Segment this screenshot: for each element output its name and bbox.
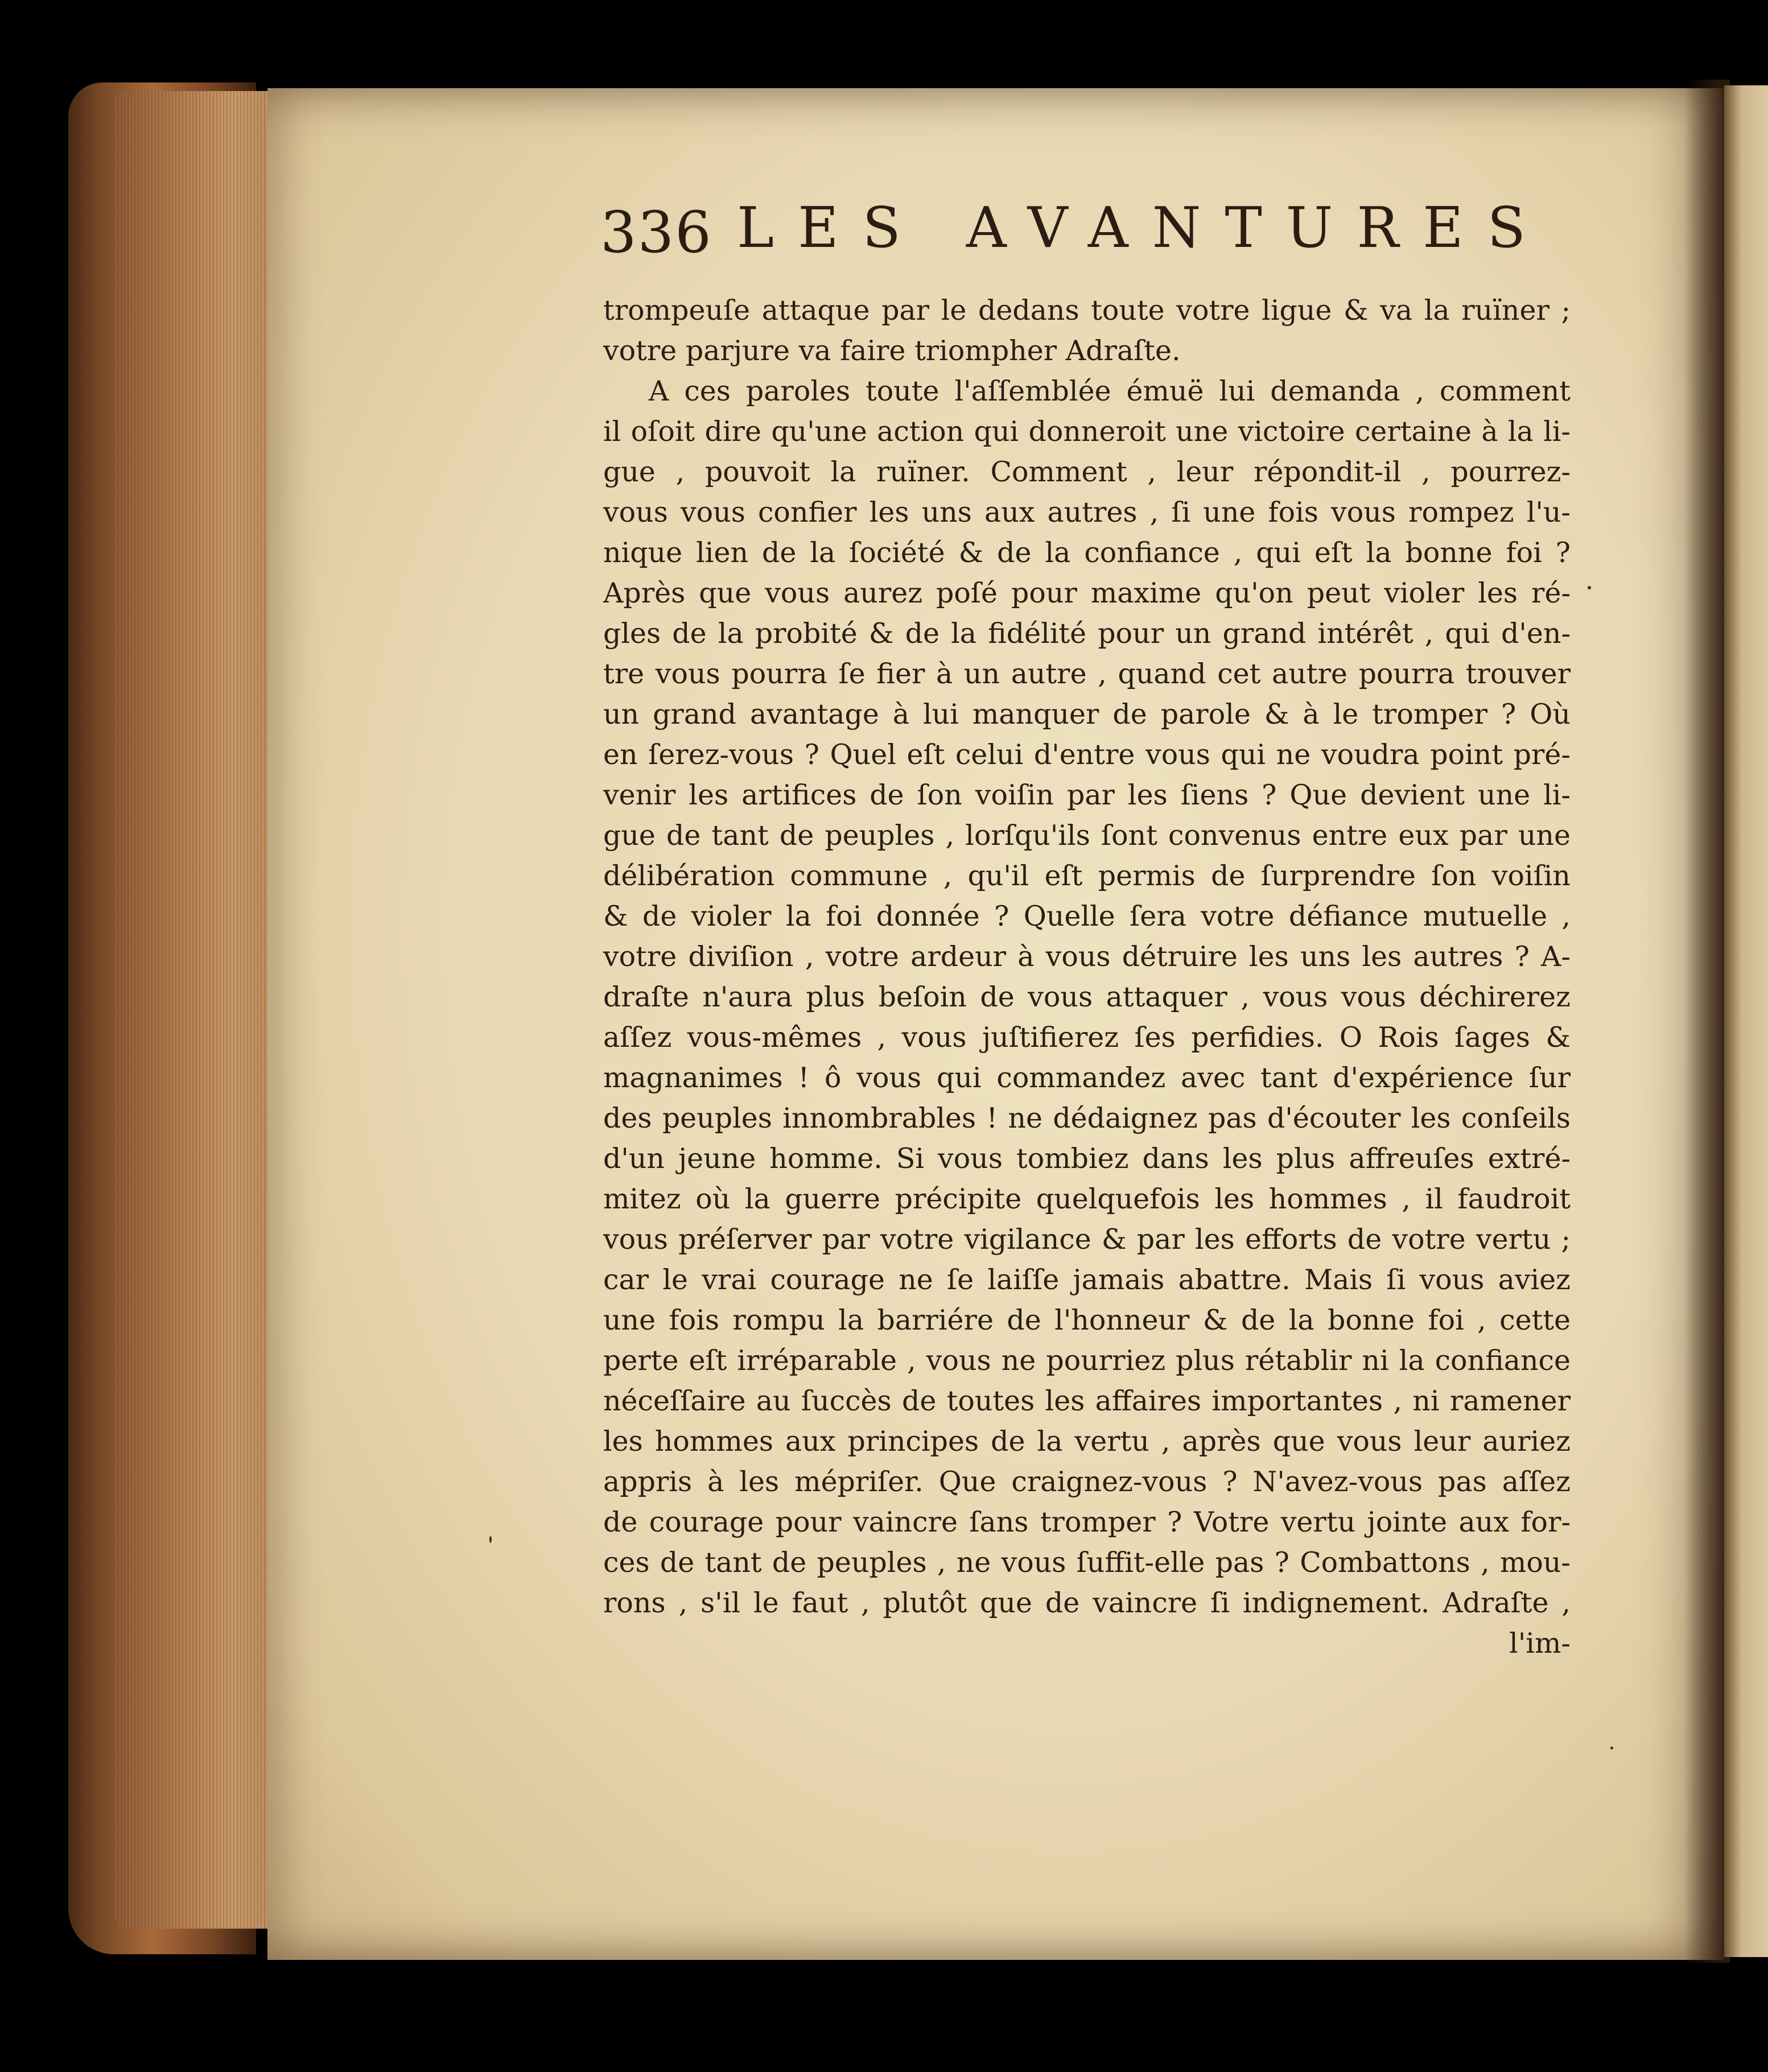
text-line: car le vrai courage ne ſe laiſſe jamais abattre. Mais ſi vous aviez <box>603 1264 1571 1296</box>
text-line: un grand avantage à lui manquer de parole & à le tromper ? Où <box>603 698 1571 730</box>
paper-speck <box>489 1536 492 1543</box>
running-title: LES AVANTURES <box>737 196 1549 261</box>
text-line: gles de la probité & de la fidélité pour un grand intérêt , qui d'en- <box>603 617 1571 650</box>
paper-speck <box>1588 586 1591 589</box>
text-line: des peuples innombrables ! ne dédaignez pas d'écouter les conſeils <box>603 1102 1571 1134</box>
facing-page-edge <box>1724 85 1768 1957</box>
text-line: gue de tant de peuples , lorſqu'ils ſont convenus entre eux par une <box>603 819 1571 852</box>
text-line: Après que vous aurez poſé pour maxime qu'on peut violer les ré- <box>603 577 1571 609</box>
text-line: néceſſaire au ſuccès de toutes les affaires importantes , ni ramener <box>603 1385 1571 1417</box>
text-line: gue , pouvoit la ruïner. Comment , leur répondit-il , pourrez- <box>603 456 1571 488</box>
text-line: nique lien de la ſociété & de la confiance , qui eſt la bonne foi ? <box>603 536 1571 569</box>
paper-speck <box>1610 1747 1613 1749</box>
text-line: vous préſerver par votre vigilance & par les efforts de votre vertu ; <box>603 1223 1571 1256</box>
catchword: l'im- <box>1509 1627 1571 1660</box>
text-line: de courage pour vaincre ſans tromper ? Votre vertu jointe aux for- <box>603 1506 1571 1538</box>
text-line: rons , s'il le faut , plutôt que de vaincre ſi indignement. Adraſte , <box>603 1587 1571 1619</box>
text-line: une fois rompu la barriére de l'honneur & de la bonne foi , cette <box>603 1304 1571 1336</box>
text-line: votre parjure va faire triompher Adraſte. <box>603 335 1181 367</box>
text-line: ces de tant de peuples , ne vous ſuffit-elle pas ? Combattons , mou- <box>603 1546 1571 1579</box>
text-line: draſte n'aura plus beſoin de vous attaquer , vous vous déchirerez <box>603 981 1571 1013</box>
text-line: aſſez vous-mêmes , vous juſtifierez ſes perfidies. O Rois ſages & <box>603 1021 1571 1054</box>
text-line: A ces paroles toute l'aſſemblée émuë lui demanda , comment <box>649 375 1571 407</box>
body-text <box>603 290 1571 1664</box>
text-line: les hommes aux principes de la vertu , après que vous leur auriez <box>603 1425 1571 1458</box>
text-line: tre vous pourra ſe fier à un autre , quand cet autre pourra trouver <box>603 658 1571 690</box>
text-line: mitez où la guerre précipite quelquefois les hommes , il faudroit <box>603 1183 1571 1215</box>
text-line: magnanimes ! ô vous qui commandez avec tant d'expérience ſur <box>603 1062 1571 1094</box>
page-fore-edge <box>114 91 285 1929</box>
text-line: appris à les mépriſer. Que craignez-vous ? N'avez-vous pas aſſez <box>603 1466 1571 1498</box>
text-line: trompeuſe attaque par le dedans toute votre ligue & va la ruïner ; <box>603 294 1571 327</box>
text-line: d'un jeune homme. Si vous tombiez dans les plus affreuſes extré- <box>603 1142 1571 1175</box>
text-line: délibération commune , qu'il eſt permis de ſurprendre ſon voiſin <box>603 860 1571 892</box>
running-head <box>600 193 1549 273</box>
text-line: venir les artifices de ſon voiſin par les ſiens ? Que devient une li- <box>603 779 1571 811</box>
text-line: perte eſt irréparable , vous ne pourriez plus rétablir ni la confiance <box>603 1344 1571 1377</box>
text-line: il oſoit dire qu'une action qui donneroit une victoire certaine à la li- <box>603 415 1571 448</box>
text-line: en ſerez-vous ? Quel eſt celui d'entre vous qui ne voudra point pré- <box>603 738 1571 771</box>
text-line: & de violer la foi donnée ? Quelle ſera votre défiance mutuelle , <box>603 900 1571 932</box>
page-number: 336 <box>600 199 712 266</box>
text-line: votre diviſion , votre ardeur à vous détruire les uns les autres ? A- <box>603 940 1571 973</box>
gutter-shadow <box>1684 80 1730 1963</box>
text-line: vous vous confier les uns aux autres , ſi une fois vous rompez l'u- <box>603 496 1571 529</box>
